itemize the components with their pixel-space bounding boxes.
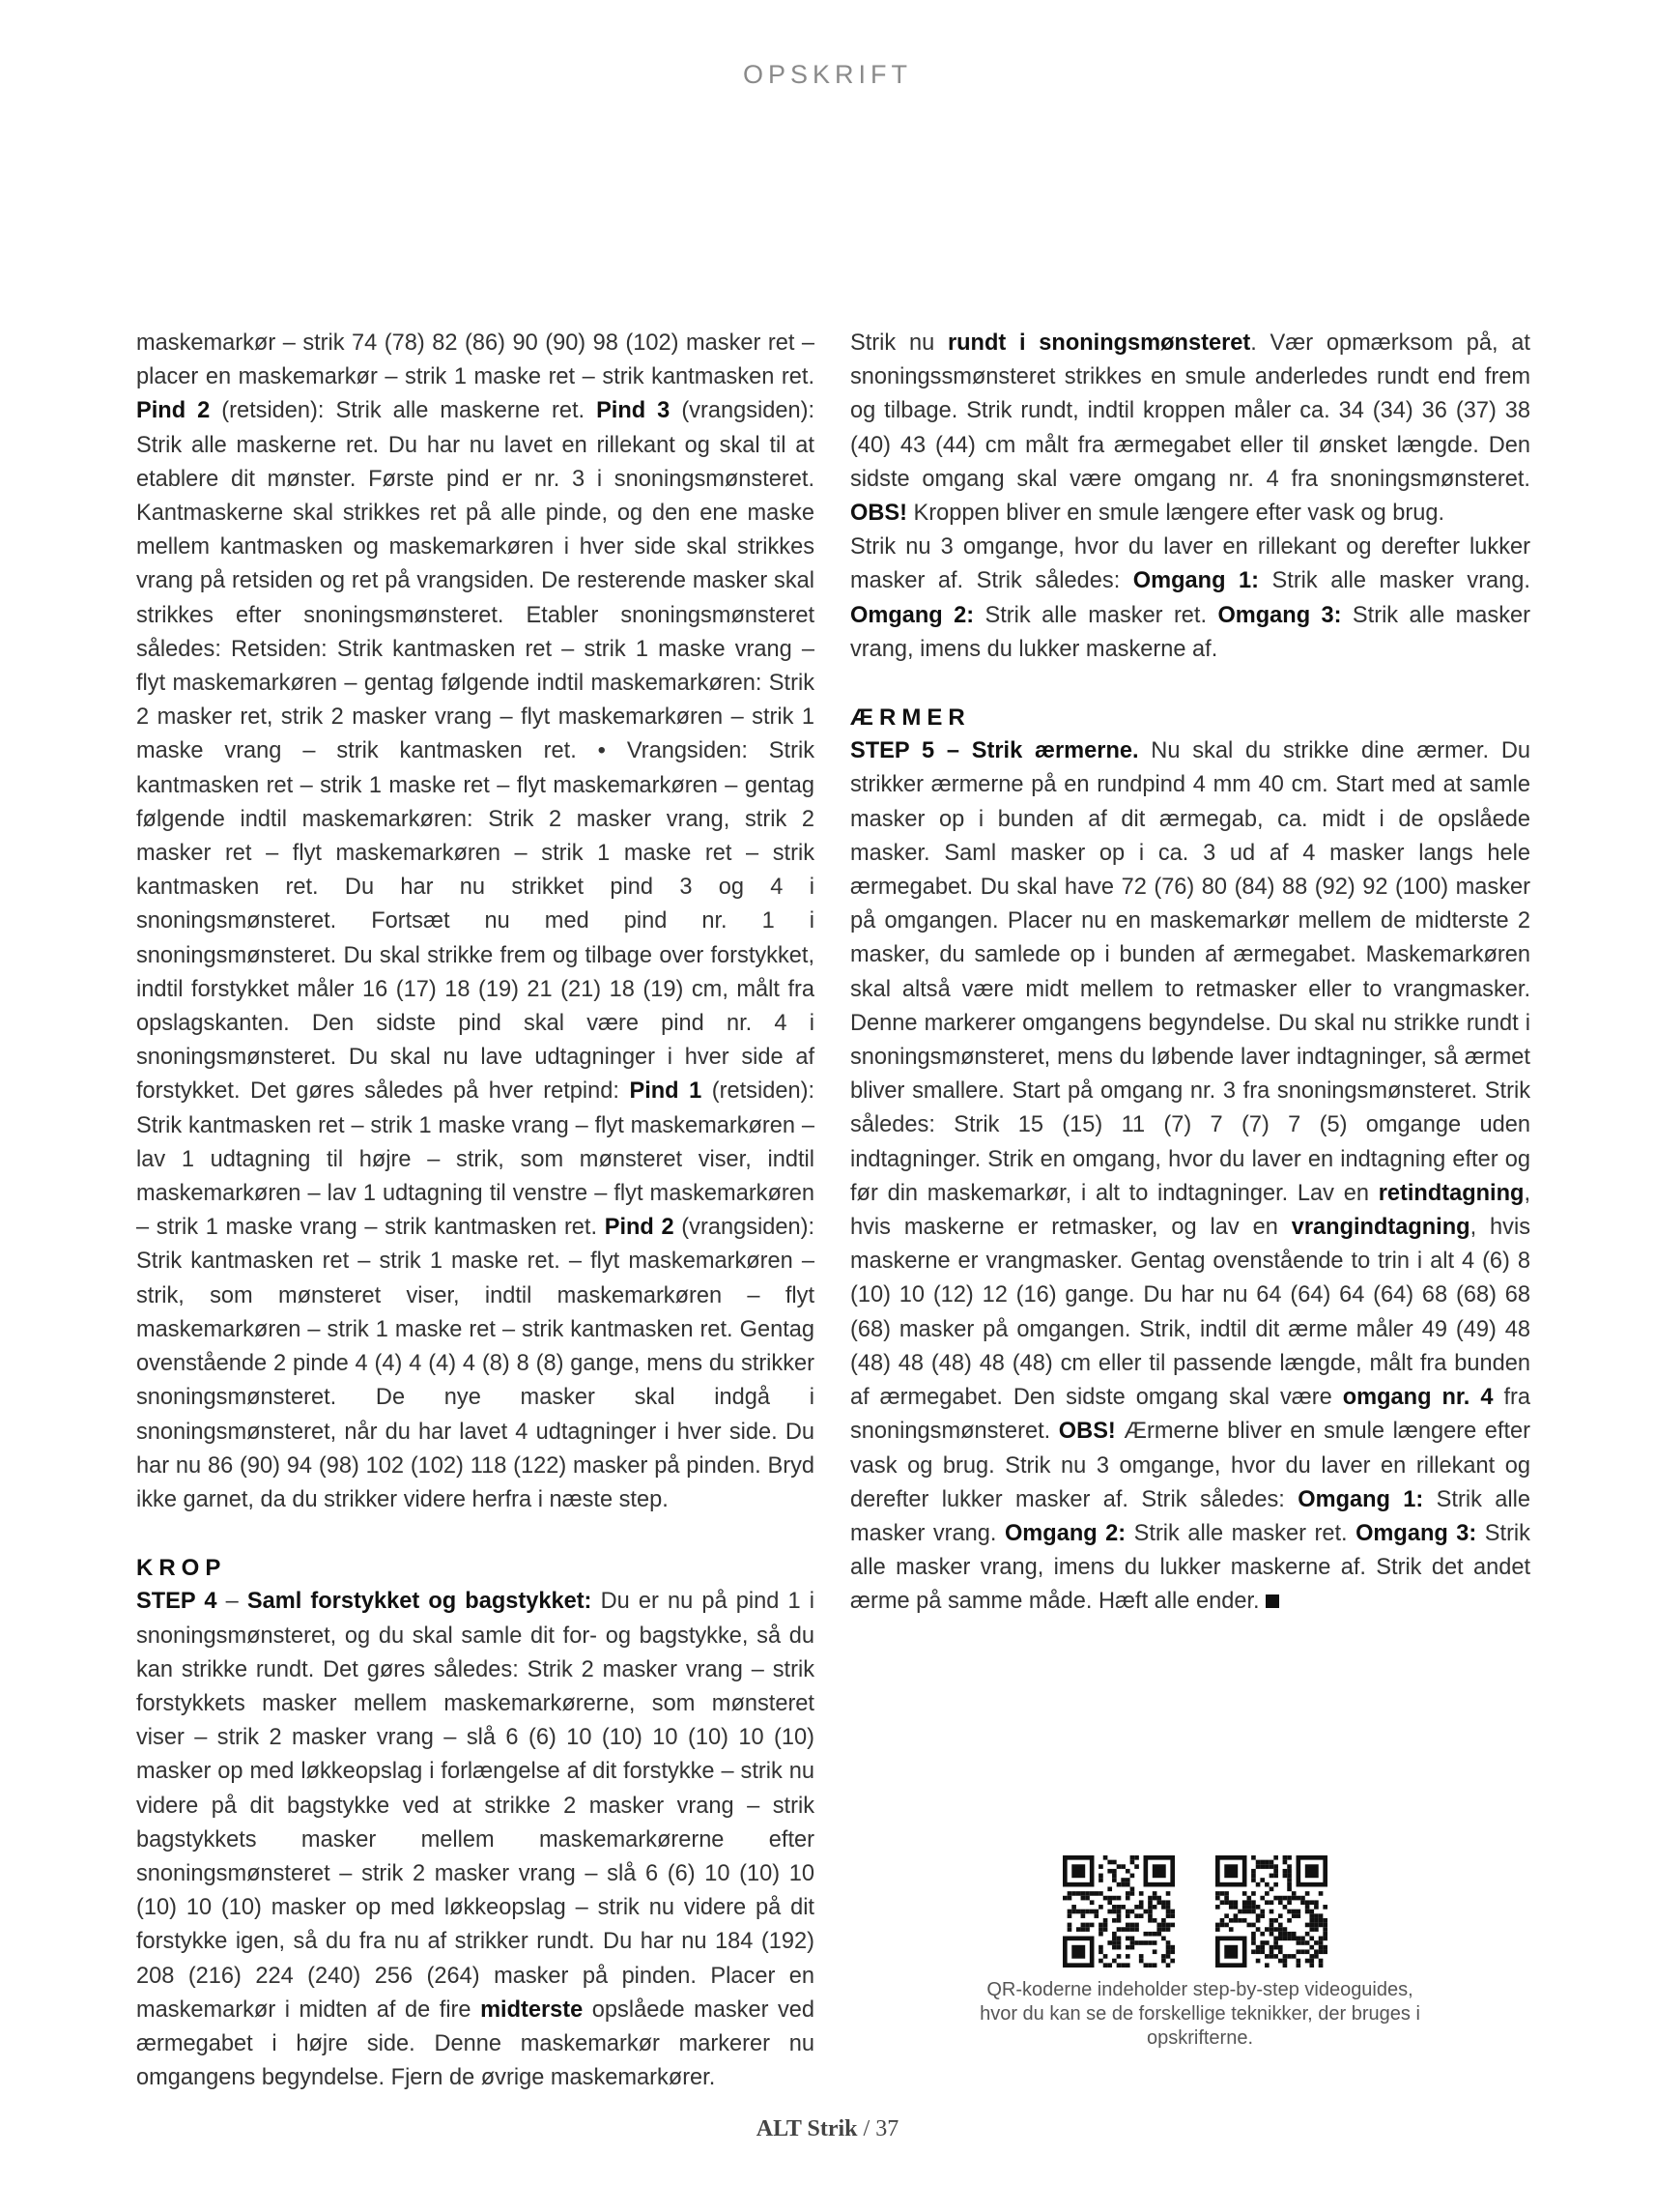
bold-text-run: Omgang 1: xyxy=(1298,1486,1424,1512)
qr-codes xyxy=(1063,1855,1333,1968)
text-run: Strik alle masker vrang, imens du lukker maskerne af. xyxy=(850,602,1530,662)
right-column xyxy=(850,327,1530,1620)
qr-code-icon[interactable] xyxy=(1215,1855,1327,1968)
text-run: fra snoningsmønsteret. xyxy=(850,1385,1530,1445)
krop-heading: KROP xyxy=(136,1555,227,1582)
left-paragraph-2 xyxy=(136,1585,814,2095)
bold-text-run: Saml forstykket og bagstykket: xyxy=(246,1589,592,1615)
bold-text-run: Pind 2 xyxy=(604,1215,674,1241)
right-paragraph-1 xyxy=(850,327,1530,531)
text-run: maskemarkør – strik 74 (78) 82 (86) 90 (90) 98 (102) masker ret – placer en maskemarkør – strik 1 maske ret – strik kantmasken ret. xyxy=(136,330,814,390)
text-run: , hvis maskerne er vrangmasker. Gentag ovenstående to trin i alt 4 (6) 8 (10) 10 (12) 12 (16) gange. Du har nu 64 (64) 64 (64) 68 (68) 68 (68) masker på omgangen. Strik, indtil dit ærme måler 49 (49) 48 (48) 48 (48) 48 (48) cm eller til passende længde, målt fra bunden af ærmegabet. Den sidste omgang skal være xyxy=(850,1215,1530,1411)
text-run: Strik alle masker ret. xyxy=(974,602,1218,628)
right-paragraph-2 xyxy=(850,531,1530,667)
text-run: . Vær opmærksom på, at snoningssmønsteret strikkes en smule anderledes rundt end frem og tilbage. Strik rundt, indtil kroppen måler ca. 34 (34) 36 (37) 38 (40) 43 (44) cm målt fra ærmegabet eller til ønsket længde. Den sidste omgang skal være omgang nr. 4 fra snoningsmønsteret. xyxy=(850,330,1530,492)
bold-text-run: Omgang 3: xyxy=(1355,1520,1477,1546)
bold-text-run: STEP 4 xyxy=(136,1589,217,1615)
right-paragraph-3 xyxy=(850,734,1530,1619)
text-run: Nu skal du strikke dine ærmer. Du strikker ærmerne på en rundpind 4 mm 40 cm. Start med at samle masker op i bunden af dit ærmegab, ca. midt i de opslåede masker. Saml masker op i ca. 3 ud af 4 masker langs hele ærmegabet. Du skal have 72 (76) 80 (84) 88 (92) 92 (100) masker på omgangen. Placer nu en maskemarkør mellem de midterste 2 masker, du samlede op i bunden af ærmegabet. Maskemarkøren skal altså være midt mellem to retmasker eller to vrangmasker. Denne markerer omgangens begyndelse. Du skal nu strikke rundt i snoningsmønsteret, mens du løbende laver indtagninger, så ærmet bliver smallere. Start på omgang nr. 3 fra snoningsmønsteret. Strik således: Strik 15 (15) 11 (7) 7 (7) 7 (5) omgange uden indtagninger. Strik en omgang, hvor du laver en indtagning efter og før din maskemarkør, i alt to indtagninger. Lav en xyxy=(850,738,1530,1206)
aermer-heading: ÆRMER xyxy=(850,704,971,732)
bold-text-run: OBS! xyxy=(850,501,907,527)
text-run: (retsiden): Strik alle maskerne ret. xyxy=(210,398,597,424)
text-run: Du er nu på pind 1 i snoningsmønsteret, og du skal samle dit for- og bagstykke, så du kan strikke rundt. Det gøres således: Strik 2 masker vrang – strik forstykkets masker mellem maskemarkørerne, som mønsteret viser – strik 2 masker vrang – slå 6 (6) 10 (10) 10 (10) 10 (10) masker op med løkkeopslag i forlængelse af dit forstykke – strik nu videre på dit bagstykke ved at strikke 2 masker vrang – strik bagstykkets masker mellem maskemarkørerne efter snoningsmønsteret – strik 2 masker vrang – slå 6 (6) 10 (10) 10 (10) 10 (10) masker op med løkkeopslag – strik nu videre på dit forstykke igen, så du fra nu af strikker rundt. Du har nu 184 (192) 208 (216) 224 (240) 256 (264) masker på pinden. Placer en maskemarkør i midten af de fire xyxy=(136,1589,815,2023)
section-header: OPSKRIFT xyxy=(742,60,912,89)
left-paragraph-1 xyxy=(136,327,814,1517)
bold-text-run: STEP 5 – Strik ærmerne. xyxy=(850,738,1139,764)
text-run: Ærmerne bliver en smule længere efter vask og brug. Strik nu 3 omgange, hvor du laver en rillekant og derefter lukker masker af. Strik således: xyxy=(850,1419,1531,1512)
bold-text-run: Pind 1 xyxy=(629,1078,702,1105)
text-run: – xyxy=(216,1589,247,1615)
bold-text-run: Omgang 3: xyxy=(1217,602,1342,628)
right-paragraph-3-text xyxy=(850,738,1530,1614)
bold-text-run: Omgang 2: xyxy=(850,602,975,628)
text-run: opslåede masker ved ærmegabet i højre side. Denne maskemarkør markerer nu omgangens begyndelse. Fjern de øvrige maskemarkører. xyxy=(136,1997,814,2091)
text-run: (vrangsiden): Strik kantmasken ret – strik 1 maske ret. – flyt maskemarkøren – strik, som mønsteret viser, indtil maskemarkøren – flyt maskemarkøren – strik 1 maske ret – strik kantmasken ret. Gentag ovenstående 2 pinde 4 (4) 4 (4) 4 (8) 8 (8) gange, mens du strikker snoningsmønsteret. De nye masker skal indgå i snoningsmønsteret, når du har lavet 4 udtagninger i hver side. Du har nu 86 (90) 94 (98) 102 (102) 118 (122) masker på pinden. Bryd ikke garnet, da du strikker videre herfra i næste step. xyxy=(136,1215,815,1512)
text-run: (vrangsiden): Strik alle maskerne ret. Du har nu lavet en rillekant og skal til at etablere dit mønster. Første pind er nr. 3 i snoningsmønsteret. Kantmaskerne skal strikkes ret på alle pinde, og den ene maske mellem kantmasken og maskemarkøren i hver side skal strikkes vrang på retsiden og ret på vrangsiden. De resterende masker skal strikkes efter snoningsmønsteret. Etabler snoningsmønsteret således: Retsiden: Strik kantmasken ret – strik 1 maske vrang – flyt maskemarkøren – gentag følgende indtil maskemarkøren: Strik 2 masker ret, strik 2 masker vrang – flyt maskemarkøren – strik 1 maske vrang – strik kantmasken ret. • Vrangsiden: Strik kantmasken ret – strik 1 maske ret – flyt maskemarkøren – gentag følgende indtil maskemarkøren: Strik 2 masker vrang, strik 2 masker ret – flyt maskemarkøren – strik 1 maske ret – strik kantmasken ret. Du har nu strikket pind 3 og 4 i snoningsmønsteret. Fortsæt nu med pind nr. 1 i snoningsmønsteret. Du skal strikke frem og tilbage over forstykket, indtil forstykket måler 16 (17) 18 (19) 21 (21) 18 (19) cm, målt fra opslagskanten. Den sidste pind skal være pind nr. 4 i snoningsmønsteret. Du skal nu lave udtagninger i hver side af forstykket. Det gøres således på hver retpind: xyxy=(136,398,815,1105)
bold-text-run: rundt i snoningsmønsteret xyxy=(947,330,1251,356)
page-footer xyxy=(0,2116,1655,2142)
end-mark-icon xyxy=(1266,1594,1279,1608)
page-number: 37 xyxy=(875,2116,899,2141)
text-run: Strik alle masker vrang. xyxy=(1259,568,1530,594)
text-run: Strik alle masker vrang, imens du lukker maskerne af. Strik det andet ærme på samme måde. Hæft alle ender. xyxy=(850,1520,1530,1615)
text-run: Kroppen bliver en smule længere efter vask og brug. xyxy=(906,501,1445,527)
text-run: (retsiden): Strik kantmasken ret – strik 1 maske vrang – flyt maskemarkøren – lav 1 udtagning til højre – strik, som mønsteret viser, indtil maskemarkøren – lav 1 udtagning til venstre – flyt maskemarkøren – strik 1 maske vrang – strik kantmasken ret. xyxy=(136,1078,814,1241)
bold-text-run: retindtagning xyxy=(1378,1180,1525,1206)
bold-text-run: OBS! xyxy=(1058,1419,1116,1445)
bold-text-run: Pind 3 xyxy=(596,398,671,424)
text-run: Strik nu xyxy=(850,330,948,356)
text-run: Strik alle masker ret. xyxy=(1126,1520,1356,1546)
text-run: , hvis maskerne er retmasker, og lav en xyxy=(850,1180,1530,1241)
bold-text-run: Omgang 2: xyxy=(1004,1520,1127,1546)
bold-text-run: omgang nr. 4 xyxy=(1342,1385,1494,1411)
qr-caption: QR-koderne indeholder step-by-step videoguides, hvor du kan se de forskellige teknikker, der bruges i opskrifterne. xyxy=(980,1979,1420,2049)
bold-text-run: Pind 2 xyxy=(136,398,211,424)
text-run: Strik nu 3 omgange, hvor du laver en rillekant og derefter lukker masker af. Strik således: xyxy=(850,534,1530,594)
bold-text-run: Omgang 1: xyxy=(1132,568,1259,594)
footer-separator: / xyxy=(857,2116,876,2141)
magazine-name: ALT Strik xyxy=(756,2116,858,2141)
qr-code-icon[interactable] xyxy=(1063,1855,1175,1968)
bold-text-run: midterste xyxy=(480,1997,584,2023)
text-run: Strik alle masker vrang. xyxy=(850,1486,1530,1546)
bold-text-run: vrangindtagning xyxy=(1291,1215,1470,1241)
left-column xyxy=(136,327,814,2095)
